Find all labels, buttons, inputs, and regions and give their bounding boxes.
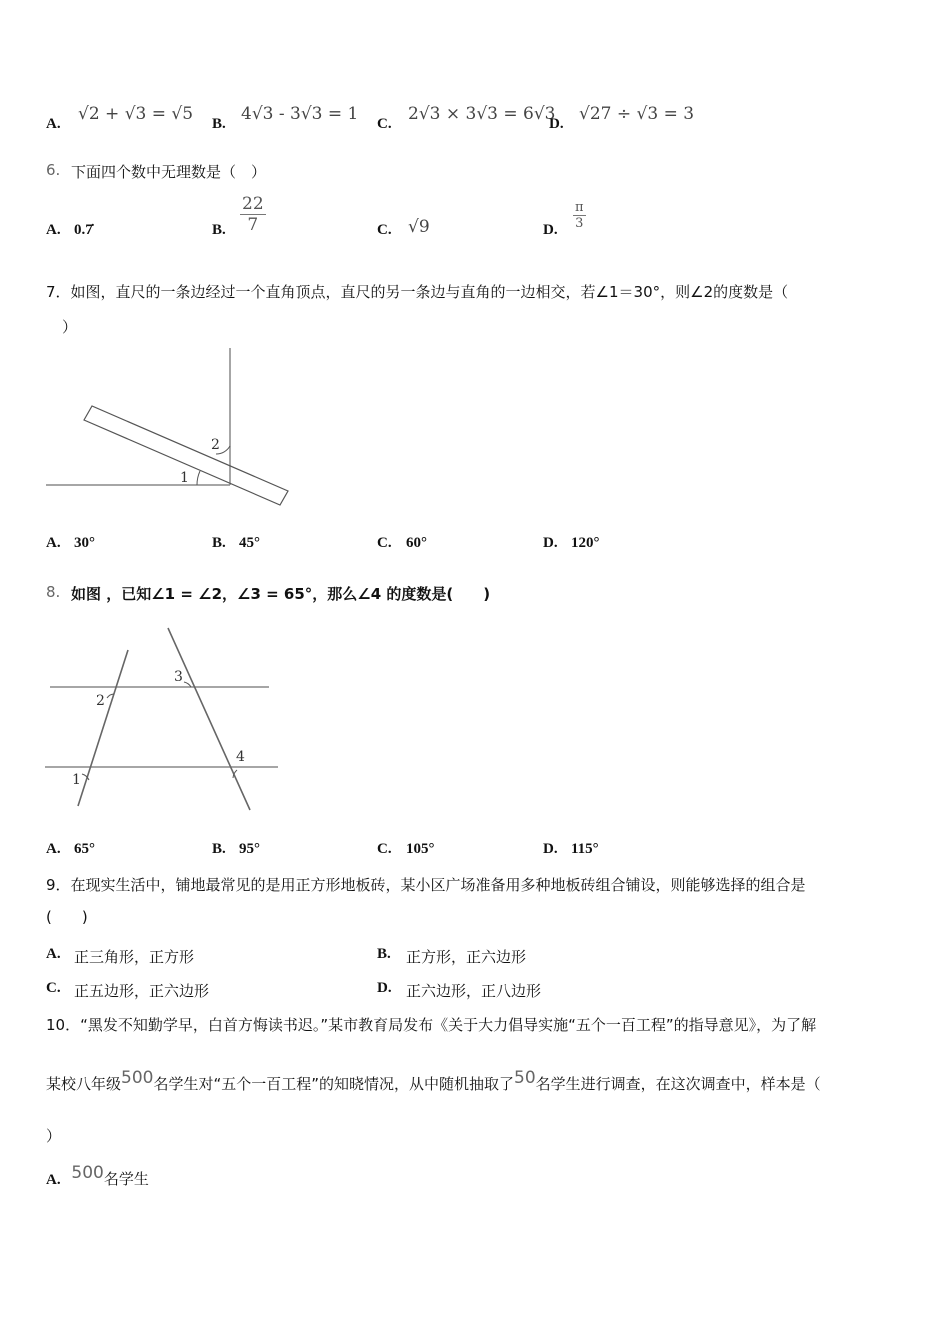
q7-angle2-label: 2 <box>211 437 220 453</box>
q7-figure <box>40 340 300 520</box>
q10-option-a-text: 名学生 <box>103 1170 149 1188</box>
q7-option-d-value: 120° <box>571 535 600 551</box>
q7-option-a-label: A. <box>46 535 61 551</box>
q7-option-b-value: 45° <box>239 535 260 551</box>
q8-option-c-label: C. <box>377 841 392 857</box>
q8-right-transversal <box>168 628 250 810</box>
q9-option-a-value: 正三角形，正方形 <box>74 948 195 966</box>
q8-option-a-value: 65° <box>74 841 95 857</box>
q9-option-a-label: A. <box>46 946 61 962</box>
q6-option-b-fraction <box>240 194 266 235</box>
q9-option-c-label: C. <box>46 980 61 996</box>
q6-text: 下面四个数中无理数是（ ） <box>71 163 267 181</box>
q5-option-a-expr: √2 + √3 = √5 <box>78 104 194 124</box>
q8-number: 8. <box>46 583 61 601</box>
q6-option-b-numerator: 22 <box>242 194 264 214</box>
q7-option-d-label: D. <box>543 535 558 551</box>
q6-option-b-denominator: 7 <box>247 215 259 235</box>
q10-option-a <box>46 1163 149 1189</box>
q8-angle4-label: 4 <box>236 749 245 765</box>
q8-figure <box>40 620 290 820</box>
q7-option-a-value: 30° <box>74 535 95 551</box>
q7-option-c-label: C. <box>377 535 392 551</box>
q8-option-d-value: 115° <box>571 841 599 857</box>
q7-option-b-label: B. <box>212 535 226 551</box>
q8-left-transversal <box>78 650 128 806</box>
q10-option-a-number: 500 <box>71 1163 104 1183</box>
q6-option-d-fraction <box>573 200 586 231</box>
q6-option-d-denominator: 3 <box>575 216 584 231</box>
q9-option-b-value: 正方形，正六边形 <box>406 948 527 966</box>
q10-text-part-c: 名学生进行调查，在这次调查中，样本是（ <box>535 1075 821 1093</box>
q8-angle2-label: 2 <box>96 693 105 709</box>
q7-text-line2: ） <box>62 318 78 336</box>
q5-option-b-label: B. <box>212 116 226 132</box>
q10-text-part-a: 某校八年级 <box>46 1075 122 1093</box>
q10-text-line2 <box>46 1068 821 1094</box>
q6-option-c-value: √9 <box>408 217 430 237</box>
q10-option-a-label: A. <box>46 1172 61 1188</box>
q7-angle1-label: 1 <box>180 470 189 486</box>
q10-text-part-b: 名学生对“五个一百工程”的知晓情况，从中随机抽取了 <box>153 1075 515 1093</box>
q6-option-c-label: C. <box>377 222 392 238</box>
q6-option-d-numerator: π <box>575 200 584 215</box>
q5-option-a-label: A. <box>46 116 61 132</box>
q6-option-b-label: B. <box>212 222 226 238</box>
q7-option-c-value: 60° <box>406 535 427 551</box>
q9-text-line2: ( ) <box>46 908 88 926</box>
q6-option-a-value: 0.7̇ <box>74 222 93 238</box>
q9-text-line1: 9．在现实生活中，铺地最常见的是用正方形地板砖，某小区广场准备用多种地板砖组合铺设，则能够选择的组合是 <box>46 876 806 894</box>
q10-number-500: 500 <box>121 1068 154 1088</box>
q8-text: 如图 ，已知∠1 = ∠2，∠3 = 65°，那么∠4 的度数是( ) <box>71 585 491 603</box>
q8-option-d-label: D. <box>543 841 558 857</box>
q5-option-b-expr: 4√3 - 3√3 = 1 <box>241 104 359 124</box>
q5-option-c-expr: 2√3 × 3√3 = 6√3 <box>408 104 556 124</box>
q8-angle1-label: 1 <box>72 772 81 788</box>
q10-text-line1: 10．“黑发不知勤学早，白首方悔读书迟。”某市教育局发布《关于大力倡导实施“五个一百工程”的指导意见》，为了解 <box>46 1016 817 1034</box>
q7-text-line1: 7．如图，直尺的一条边经过一个直角顶点，直尺的另一条边与直角的一边相交，若∠1＝30°，则∠2的度数是（ <box>46 283 789 301</box>
q6-number: 6. <box>46 161 61 179</box>
q5-option-d-label: D. <box>549 116 564 132</box>
q9-option-c-value: 正五边形，正六边形 <box>74 982 210 1000</box>
q7-angle1-arc <box>197 471 200 485</box>
q5-option-c-label: C. <box>377 116 392 132</box>
q7-ruler <box>84 406 288 505</box>
q9-option-b-label: B. <box>377 946 391 962</box>
q8-option-b-value: 95° <box>239 841 260 857</box>
q5-option-d-expr: √27 ÷ √3 = 3 <box>579 104 695 124</box>
q8-option-b-label: B. <box>212 841 226 857</box>
q9-option-d-label: D. <box>377 980 392 996</box>
q8-option-a-label: A. <box>46 841 61 857</box>
q10-number-50: 50 <box>514 1068 536 1088</box>
q6-option-d-label: D. <box>543 222 558 238</box>
q9-option-d-value: 正六边形，正八边形 <box>406 982 542 1000</box>
q8-angle3-label: 3 <box>174 669 183 685</box>
q10-text-line3: ） <box>46 1127 62 1145</box>
q6-option-a-label: A. <box>46 222 61 238</box>
q8-option-c-value: 105° <box>406 841 435 857</box>
